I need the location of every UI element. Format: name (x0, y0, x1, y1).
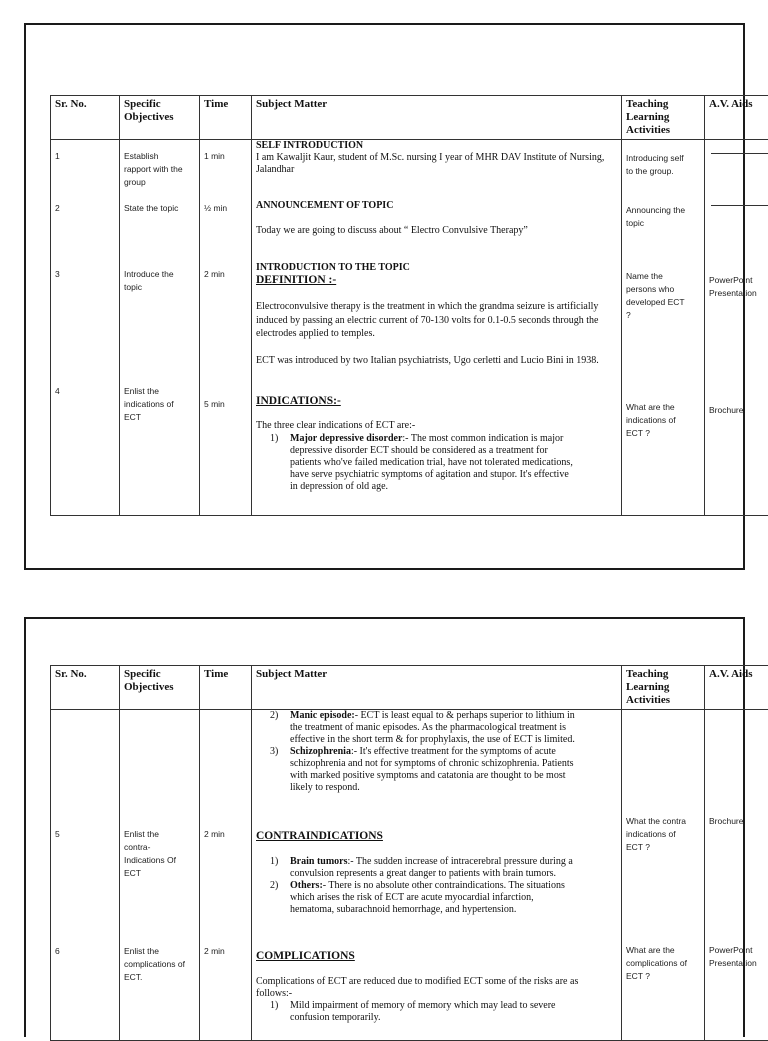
indications-list-continued (256, 710, 578, 794)
time-column (200, 710, 252, 1041)
sr-column (51, 710, 120, 1041)
lesson-plan-table-1 (50, 95, 768, 516)
ect-history-text: ECT was introduced by two Italian psychiatrists, Ugo cerletti and Lucio Bini in 1938. (256, 354, 608, 368)
aid-4: Brochure (709, 404, 768, 417)
activity-6: What are the complications of ECT ? (626, 944, 692, 983)
activity-4: What are the indications of ECT ? (626, 401, 690, 440)
table-body-row (51, 140, 768, 516)
activity-3: Name the persons who developed ECT ? (626, 270, 690, 322)
definition-heading: DEFINITION :- (256, 274, 336, 286)
table-body-row (51, 710, 768, 1041)
aid-3: PowerPoint Presentation (709, 274, 768, 300)
table-header-row (51, 666, 768, 710)
header-subject-matter: Subject Matter (252, 666, 622, 710)
activities-column (622, 140, 705, 516)
subject-matter-column (252, 140, 622, 516)
sr-5: 5 (55, 828, 60, 841)
lesson-plan-page-2 (24, 617, 745, 1037)
list-item: 2) Manic episode:- ECT is least equal to & perhaps superior to lithium in the treatment of manic episodes. As the pharmacological treatment is effective in the short term & for prophylaxis, the use of ECT is limited. (256, 710, 578, 746)
indications-list (256, 433, 578, 493)
aid-blank-line-2 (711, 205, 768, 206)
contraindications-list (256, 856, 578, 916)
objective-3: Introduce the topic (124, 268, 188, 294)
indications-lead: The three clear indications of ECT are:- (256, 420, 608, 432)
header-objectives: Specific Objectives (120, 96, 200, 140)
objective-6: Enlist the complications of ECT. (124, 945, 188, 984)
time-column (200, 140, 252, 516)
header-time: Time (200, 666, 252, 710)
header-activities: Teaching Learning Activities (622, 96, 705, 140)
indications-heading: INDICATIONS:- (256, 395, 341, 407)
lesson-plan-table-2 (50, 665, 768, 1041)
header-subject-matter: Subject Matter (252, 96, 622, 140)
contraindications-heading: CONTRAINDICATIONS (256, 830, 383, 842)
activity-1: Introducing self to the group. (626, 152, 690, 178)
objective-2: State the topic (124, 202, 186, 215)
time-4: 5 min (204, 398, 225, 411)
sr-6: 6 (55, 945, 60, 958)
header-av-aids: A.V. Aids (705, 666, 768, 710)
sr-4: 4 (55, 385, 60, 398)
sr-1: 1 (55, 150, 60, 163)
activity-5: What the contra indications of ECT ? (626, 815, 692, 854)
list-item: 3) Schizophrenia:- It's effective treatment for the symptoms of acute schizophrenia and not for symptoms of chronic schizophrenia. Patients with marked positive symptoms and catatonia are thought to be most likely to respond. (256, 746, 578, 794)
av-aids-column (705, 140, 768, 516)
list-item: 1) Mild impairment of memory of memory which may lead to severe confusion temporarily. (256, 1000, 578, 1024)
time-2: ½ min (204, 202, 227, 215)
self-intro-text: I am Kawaljit Kaur, student of M.Sc. nursing I year of MHR DAV Institute of Nursing, Jalandhar (256, 152, 606, 176)
subject-matter-column (252, 710, 622, 1041)
announcement-heading: ANNOUNCEMENT OF TOPIC (256, 200, 393, 212)
av-aids-column (705, 710, 768, 1041)
list-item: 2) Others:- There is no absolute other contraindications. The situations which arises the risk of ECT are acute myocardial infarction, hematoma, subarachnoid hemorrhage, and hypertension. (256, 880, 578, 916)
header-av-aids: A.V. Aids (705, 96, 768, 140)
header-sr-no: Sr. No. (51, 666, 120, 710)
time-3: 2 min (204, 268, 225, 281)
activity-2: Announcing the topic (626, 204, 690, 230)
objective-1: Establish rapport with the group (124, 150, 186, 189)
intro-heading: INTRODUCTION TO THE TOPIC (256, 262, 410, 274)
objectives-column (120, 710, 200, 1041)
activities-column (622, 710, 705, 1041)
time-5: 2 min (204, 828, 225, 841)
definition-text: Electroconvulsive therapy is the treatment in which the grandma seizure is artificially induced by passing an electric current of 70-130 volts for 0.1-0.5 seconds through the electrodes applied to temples. (256, 300, 608, 341)
list-item: 1) Major depressive disorder:- The most common indication is major depressive disorder ECT should be considered as a treatment for patients who've failed medication trial, have not tolerated medications, have serve psychiatric symptoms of agitation and stupor. It's effective in depression of old age. (256, 433, 578, 493)
complications-lead: Complications of ECT are reduced due to modified ECT some of the risks are as follows:- (256, 976, 608, 1000)
lesson-plan-page-1 (24, 23, 745, 570)
announcement-text: Today we are going to discuss about “ Electro Convulsive Therapy” (256, 225, 606, 237)
header-time: Time (200, 96, 252, 140)
aid-blank-line-1 (711, 153, 768, 154)
aid-5: Brochure (709, 815, 768, 828)
complications-list (256, 1000, 578, 1024)
sr-3: 3 (55, 268, 60, 281)
sr-column (51, 140, 120, 516)
self-intro-heading: SELF INTRODUCTION (256, 140, 363, 152)
header-objectives: Specific Objectives (120, 666, 200, 710)
header-activities: Teaching Learning Activities (622, 666, 705, 710)
time-6: 2 min (204, 945, 225, 958)
objective-4: Enlist the indications of ECT (124, 385, 188, 424)
table-header-row (51, 96, 768, 140)
objectives-column (120, 140, 200, 516)
sr-2: 2 (55, 202, 60, 215)
complications-heading: COMPLICATIONS (256, 950, 355, 962)
aid-6: PowerPoint Presentation (709, 944, 768, 970)
time-1: 1 min (204, 150, 225, 163)
header-sr-no: Sr. No. (51, 96, 120, 140)
objective-5: Enlist the contra-Indications Of ECT (124, 828, 186, 880)
list-item: 1) Brain tumors:- The sudden increase of intracerebral pressure during a convulsion represents a great danger to patients with brain tumors. (256, 856, 578, 880)
